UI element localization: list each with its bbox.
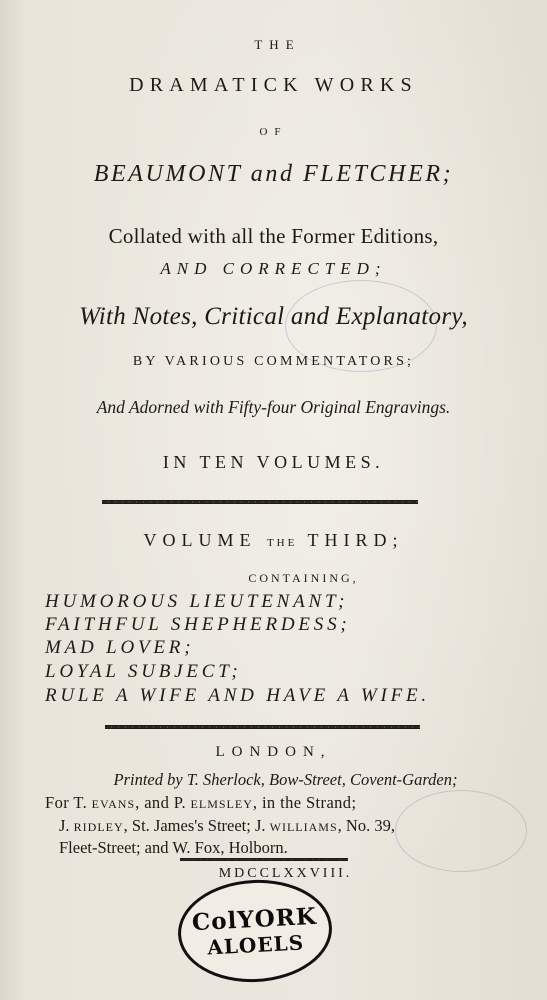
bookseller-line-1: For T. EVANS, and P. ELMSLEY, in the Strand; xyxy=(45,793,357,812)
play-title: LOYAL SUBJECT; xyxy=(45,661,242,682)
faint-stamp-ghost xyxy=(395,790,527,872)
play-title: HUMOROUS LIEUTENANT; xyxy=(45,591,349,612)
play-title: MAD LOVER; xyxy=(45,637,195,658)
decorative-rule xyxy=(105,725,420,729)
authors-title: BEAUMONT and FLETCHER; xyxy=(93,161,454,187)
heading-dramatick-works: DRAMATICK WORKS xyxy=(129,74,418,96)
volume-third: THIRD; xyxy=(307,530,404,550)
city-line: LONDON, xyxy=(215,744,332,760)
commentators-line: BY VARIOUS COMMENTATORS; xyxy=(132,354,415,369)
notes-line: With Notes, Critical and Explanatory, xyxy=(79,303,468,330)
volumes-line: IN TEN VOLUMES. xyxy=(162,452,385,472)
date-line: MDCCLXXVIII. xyxy=(218,866,353,881)
library-stamp xyxy=(175,876,334,986)
name-evans: EVANS xyxy=(91,797,136,811)
volume-the: THE xyxy=(266,537,298,549)
bookseller-line-2: J. RIDLEY, St. James's Street; J. WILLIAMS, No. 39, xyxy=(59,816,395,835)
decorative-rule xyxy=(102,500,418,504)
bookseller-line-3: Fleet-Street; and W. Fox, Holborn. xyxy=(59,838,288,857)
collated-line: Collated with all the Former Editions, xyxy=(108,224,439,248)
name-ridley: RIDLEY xyxy=(73,820,124,834)
heading-of: OF xyxy=(259,126,288,138)
decorative-rule xyxy=(180,858,348,861)
library-stamp-bottom: ALOELS xyxy=(206,929,305,959)
play-title: FAITHFUL SHEPHERDESS; xyxy=(45,614,351,635)
library-stamp-top: ColYORK xyxy=(191,902,318,936)
volume-word: VOLUME xyxy=(143,530,257,550)
name-elmsley: ELMSLEY xyxy=(190,797,253,811)
engravings-line: And Adorned with Fifty-four Original Engravings. xyxy=(96,397,451,417)
corrected-line: AND CORRECTED; xyxy=(160,259,387,278)
heading-the: THE xyxy=(254,37,301,52)
play-title: RULE A WIFE AND HAVE A WIFE. xyxy=(45,685,430,706)
printer-line: Printed by T. Sherlock, Bow-Street, Covent-Garden; xyxy=(113,770,458,789)
name-williams: WILLIAMS xyxy=(269,820,338,834)
volume-heading xyxy=(0,530,547,551)
containing-line: CONTAINING, xyxy=(248,571,359,585)
